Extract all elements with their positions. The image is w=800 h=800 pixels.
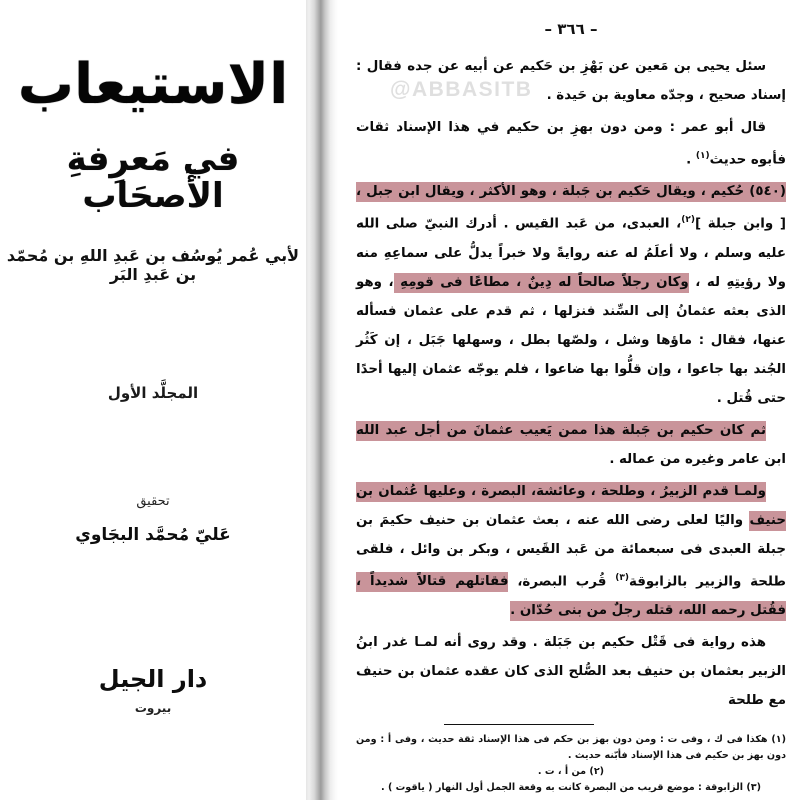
text-run: ابن عامر وغيره من عماله . xyxy=(609,451,786,467)
footnote-list xyxy=(356,732,786,796)
paragraph xyxy=(356,477,786,625)
highlighted-text: وكان رجلاً صالحاً له دِينٌ ، مطاعًا فى قومِهِ xyxy=(394,273,689,293)
book-gutter-shadow xyxy=(306,0,338,800)
footnote-item xyxy=(356,732,786,764)
paragraph xyxy=(356,177,786,412)
footnote-reference: (٣) xyxy=(615,572,629,583)
footnote-separator xyxy=(444,724,594,725)
text-run: قُرب البصرة، xyxy=(508,574,616,590)
text-run: سئل يحيى بن مَعين عن بَهْزِ بن حَكيم عن أبيه عن جده فقال : إسناد صحيح ، وجدّه معاوية بن حَيدة . xyxy=(356,59,786,103)
text-page-content xyxy=(338,0,800,800)
publisher-name: دار الجيل xyxy=(98,664,208,693)
footnote-reference: (٢) xyxy=(681,215,695,226)
footnote-marker: (١) xyxy=(771,734,786,746)
body-text xyxy=(356,52,786,715)
footnote-reference: (١) xyxy=(695,151,710,161)
paragraph xyxy=(356,52,786,110)
text-page xyxy=(338,0,800,800)
book-author: لأبي عُمر يُوسُف بن عَبدِ اللهِ بن مُحمّد بن عَبدِ البَر xyxy=(6,245,300,284)
text-run: ، العبدى، من عَبد القيس . أدرك النبيّ صلى الله عليه وسلم ، ولا أعلَمُ له عنه روايةً ولا خبراً يدلُّ على سماعِهِ منه ولا رؤيتِهِ له ، xyxy=(356,216,787,290)
publisher-city: بيروت xyxy=(134,700,172,715)
highlighted-text: ولمـا قدم الزبيرُ ، وطلحة ، وعائشة، البصرة ، وعليها عُثمان بن حنيف xyxy=(356,482,786,531)
text-run: [ وابن جبلة ] xyxy=(694,216,787,232)
footnote-item xyxy=(356,780,786,796)
text-run: هذه رواية فى قَتْل حكيم بن جَبَلة . وقد روى أنه لمـا غدر ابنُ الزبير بعثمان بن حنيف بعد الصُّلح الذى كان عقده عثمان بن حنيف مع طلحة xyxy=(356,635,786,709)
title-page-content xyxy=(0,0,306,800)
book-volume: المجلَّد الأول xyxy=(107,383,199,402)
book-subtitle: في مَعرِفةِ الأَصحَاب xyxy=(66,138,240,217)
highlighted-text: فقاتلهم قتالاً شديداً ، فقُتل رحمه الله، قتله رجلٌ من بنى حُدّان . xyxy=(356,572,786,621)
text-run: قال أبو عمر : ومن دون بهزِ بن حكيم في هذا الإسناد ثقات فأبوه حديث xyxy=(356,120,786,168)
paragraph xyxy=(356,113,786,174)
paragraph xyxy=(356,628,786,715)
text-run: واليًا لعلى رضى الله عنه ، بعث عثمان بن حنيف حكيمَ بن جبلة العبدى فى سبعمائة من عَبد القَيس ، وبكر بن وائل ، فلقى طلحة والزبير بالزابوقة xyxy=(356,512,787,590)
highlighted-text: ثم كان حكيم بن جَبلة هذا ممن يَعيب عثمانَ من أجل عبد الله xyxy=(356,421,766,441)
watermark-overlay: @ABBASITB xyxy=(390,78,533,101)
highlighted-text: (٥٤٠) حُكيم ، ويقال حَكيم بن جَبلة ، وهو الأكثر ، ويقال ابن جبل ، xyxy=(356,182,786,202)
edited-by-label: تحقيق xyxy=(136,493,170,509)
footnote-marker: (٣) xyxy=(746,782,762,794)
footnote-text: من أ ، ت . xyxy=(537,766,590,778)
text-run: ، وهو الذى بعثه عثمانُ إلى السِّند فنزلها ، ثم قدم على عثمان فسأله عنها، فقال : ماؤها وشل ، ولصّها بطل ، وسهلها جَبَل ، إن كَثُر الجُند بها جاعوا ، وإن قلُّوا بها ضاعوا ، فلم يوجّه عثمان إليها أحدًا حتى قُتل . xyxy=(356,274,786,406)
text-run: . xyxy=(686,152,696,168)
paragraph xyxy=(356,416,786,474)
footnote-marker: (٢) xyxy=(589,766,605,778)
book-editor: عَليّ مُحمَّد البجَاوي xyxy=(75,524,231,545)
footnote-text: هكذا فى ك ، وفى ت : ومن دون بهز بن حكم فى هذا الإسناد ثقة حديث ، وفى أ : ومن دون بهز بن حكيم فى هذا الإسناد فأبّنه حديث . xyxy=(356,734,786,762)
footnote-item xyxy=(356,764,786,780)
title-page xyxy=(0,0,306,800)
book-main-title: الاستيعاب xyxy=(17,52,289,117)
footnote-text: الزابوقة : موضع قريب من البصرة كانت به وقعة الجمل أول النهار ( ياقوت ) . xyxy=(380,782,747,794)
page-number: – ٣٦٦ – xyxy=(544,20,598,38)
